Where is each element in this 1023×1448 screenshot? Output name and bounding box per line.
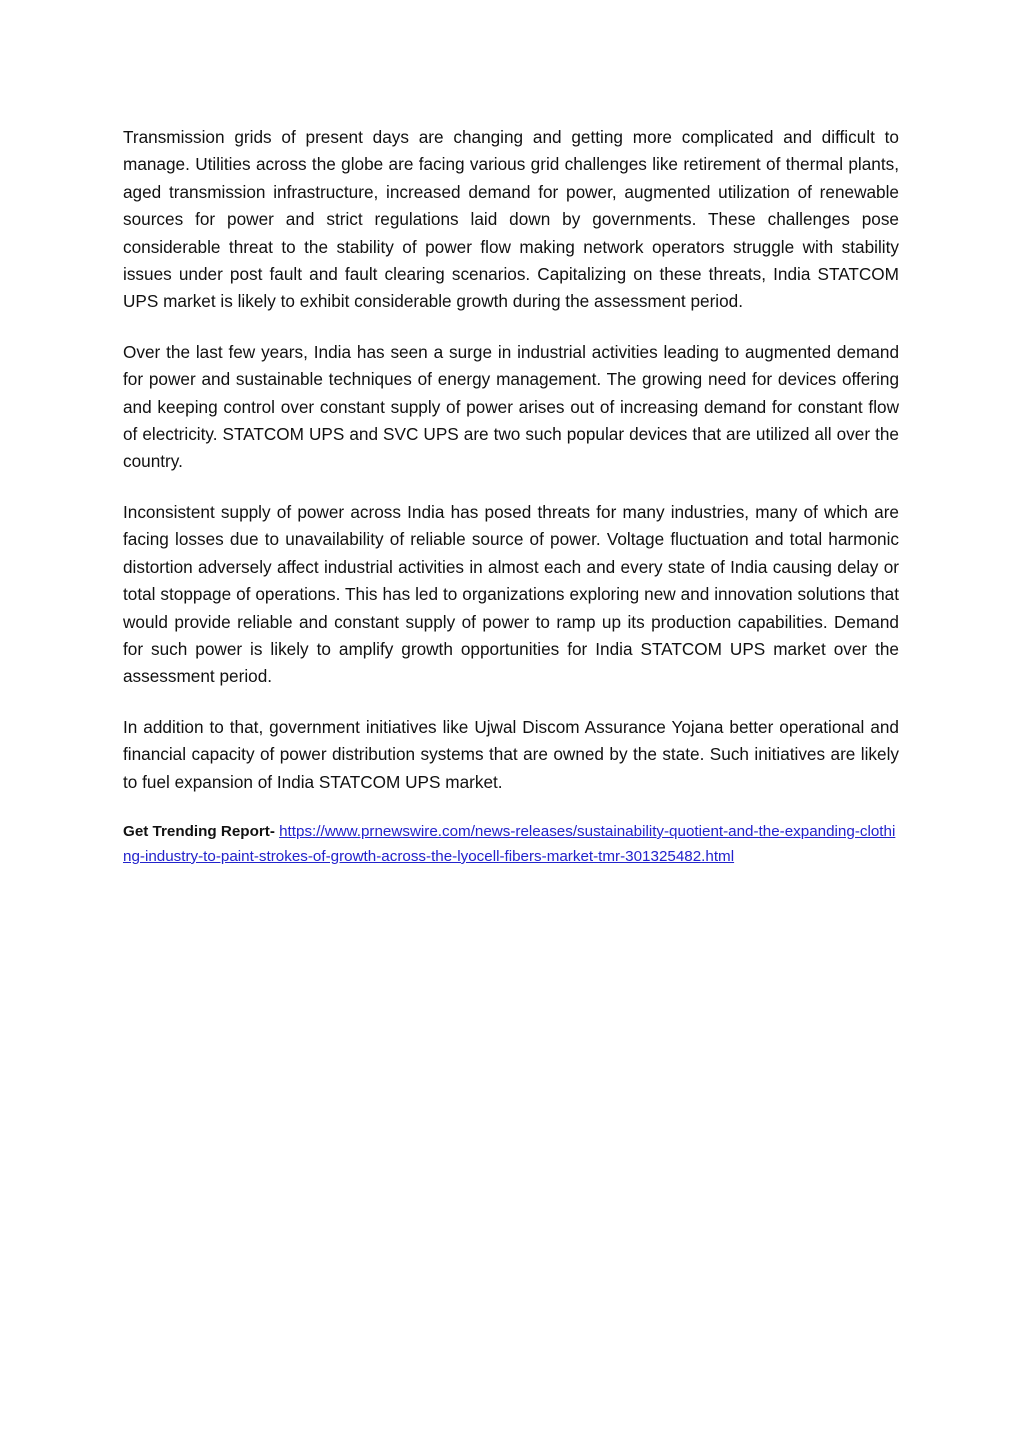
paragraph-government-initiatives: In addition to that, government initiatives like Ujwal Discom Assurance Yojana better operational and financial capacity of power distribution systems that are owned by the state. Such initiatives are likely to fuel expansion of India STATCOM UPS market. [123,716,899,792]
document-body [123,124,899,869]
paragraph-industrial-surge: Over the last few years, India has seen a surge in industrial activities leading to augmented demand for power and sustainable techniques of energy management. The growing need for devices offering and keeping control over constant supply of power arises out of increasing demand for constant flow of electricity. STATCOM UPS and SVC UPS are two such popular devices that are utilized all over the country. [123,341,899,472]
trending-report-link[interactable]: https://www.prnewswire.com/news-releases/sustainability-quotient-and-the-expanding-clothing-industry-to-paint-strokes-of-growth-across-the-lyocell-fibers-market-tmr-301325482.html [123,822,896,865]
paragraph-transmission-grids: Transmission grids of present days are changing and getting more complicated and difficult to manage. Utilities across the globe are facing various grid challenges like retirement of thermal plants, aged transmission infrastructure, increased demand for power, augmented utilization of renewable sources for power and strict regulations laid down by governments. These challenges pose considerable threat to the stability of power flow making network operators struggle with stability issues under post fault and fault clearing scenarios. Capitalizing on these threats, India STATCOM UPS market is likely to exhibit considerable growth during the assessment period. [123,127,899,312]
paragraph-inconsistent-supply: Inconsistent supply of power across India has posed threats for many industries, many of which are facing losses due to unavailability of reliable source of power. Voltage fluctuation and total harmonic distortion adversely affect industrial activities in almost each and every state of India causing delay or total stoppage of operations. This has led to organizations exploring new and innovation solutions that would provide reliable and constant supply of power to ramp up its production capabilities. Demand for such power is likely to amplify growth opportunities for India STATCOM UPS market over the assessment period. [123,501,899,687]
trending-report [123,819,899,869]
trending-report-label: Get Trending Report- [123,822,275,840]
